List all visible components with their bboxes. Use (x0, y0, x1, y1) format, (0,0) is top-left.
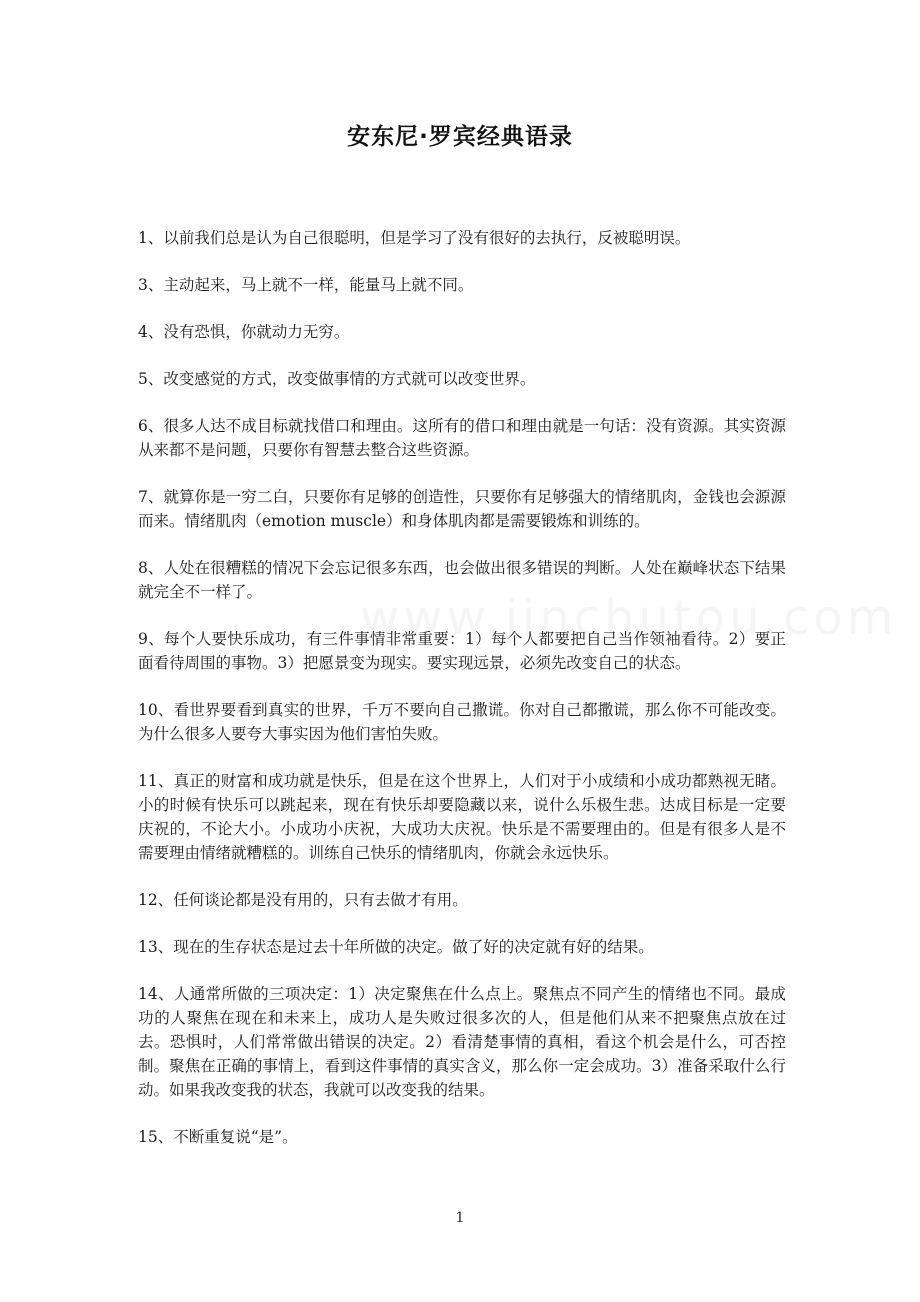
quote-item: 3、主动起来，马上就不一样，能量马上就不同。 (138, 276, 474, 294)
quote-item: 5、改变感觉的方式，改变做事情的方式就可以改变世界。 (138, 370, 536, 388)
quote-item: 8、人处在很糟糕的情况下会忘记很多东西，也会做出很多错误的判断。人处在巅峰状态下结果就完全不一样了。 (138, 559, 786, 601)
quote-item: 4、没有恐惧，你就动力无穷。 (138, 323, 350, 341)
quote-item: 12、任何谈论都是没有用的，只有去做才有用。 (138, 891, 468, 909)
quote-item: 13、现在的生存状态是过去十年所做的决定。做了好的决定就有好的结果。 (138, 938, 654, 956)
quote-item: 6、很多人达不成目标就找借口和理由。这所有的借口和理由就是一句话：没有资源。其实资源从来都不是问题，只要你有智慧去整合这些资源。 (138, 417, 786, 459)
quote-item: 15、不断重复说“是”。 (138, 1128, 298, 1146)
quote-item: 1、以前我们总是认为自己很聪明，但是学习了没有很好的去执行，反被聪明误。 (138, 229, 691, 247)
quote-item: 11、真正的财富和成功就是快乐，但是在这个世界上，人们对于小成绩和小成功都熟视无睹。小的时候有快乐可以跳起来，现在有快乐却要隐藏以来，说什么乐极生悲。达成目标是一定要庆祝的，不论大小。小成功小庆祝，大成功大庆祝。快乐是不需要理由的。但是有很多人是不需要理由情绪就糟糕的。训练自己快乐的情绪肌肉，你就会永远快乐。 (138, 772, 786, 862)
quote-item: 7、就算你是一穷二白，只要你有足够的创造性，只要你有足够强大的情绪肌肉，金钱也会源源而来。情绪肌肉（emotion muscle）和身体肌肉都是需要锻炼和训练的。 (138, 488, 786, 530)
quote-item: 14、人通常所做的三项决定：1）决定聚焦在什么点上。聚焦点不同产生的情绪也不同。最成功的人聚焦在现在和未来上，成功人是失败过很多次的人，但是他们从来不把聚焦点放在过去。恐惧时，人们常常做出错误的决定。2）看清楚事情的真相，看这个机会是什么，可否控制。聚焦在正确的事情上，看到这件事情的真实含义，那么你一定会成功。3）准备采取什么行动。如果我改变我的状态，我就可以改变我的结果。 (138, 985, 786, 1099)
quote-item: 9、每个人要快乐成功，有三件事情非常重要：1）每个人都要把自己当作领袖看待。2）要正面看待周围的事物。3）把愿景变为现实。要实现远景，必须先改变自己的状态。 (138, 630, 786, 672)
quote-list (138, 226, 786, 1172)
page-number: 1 (455, 1210, 465, 1226)
quote-item: 10、看世界要看到真实的世界，千万不要向自己撒谎。你对自己都撒谎，那么你不可能改变。为什么很多人要夸大事实因为他们害怕失败。 (138, 701, 786, 743)
document-title: 安东尼·罗宾经典语录 (347, 124, 573, 150)
